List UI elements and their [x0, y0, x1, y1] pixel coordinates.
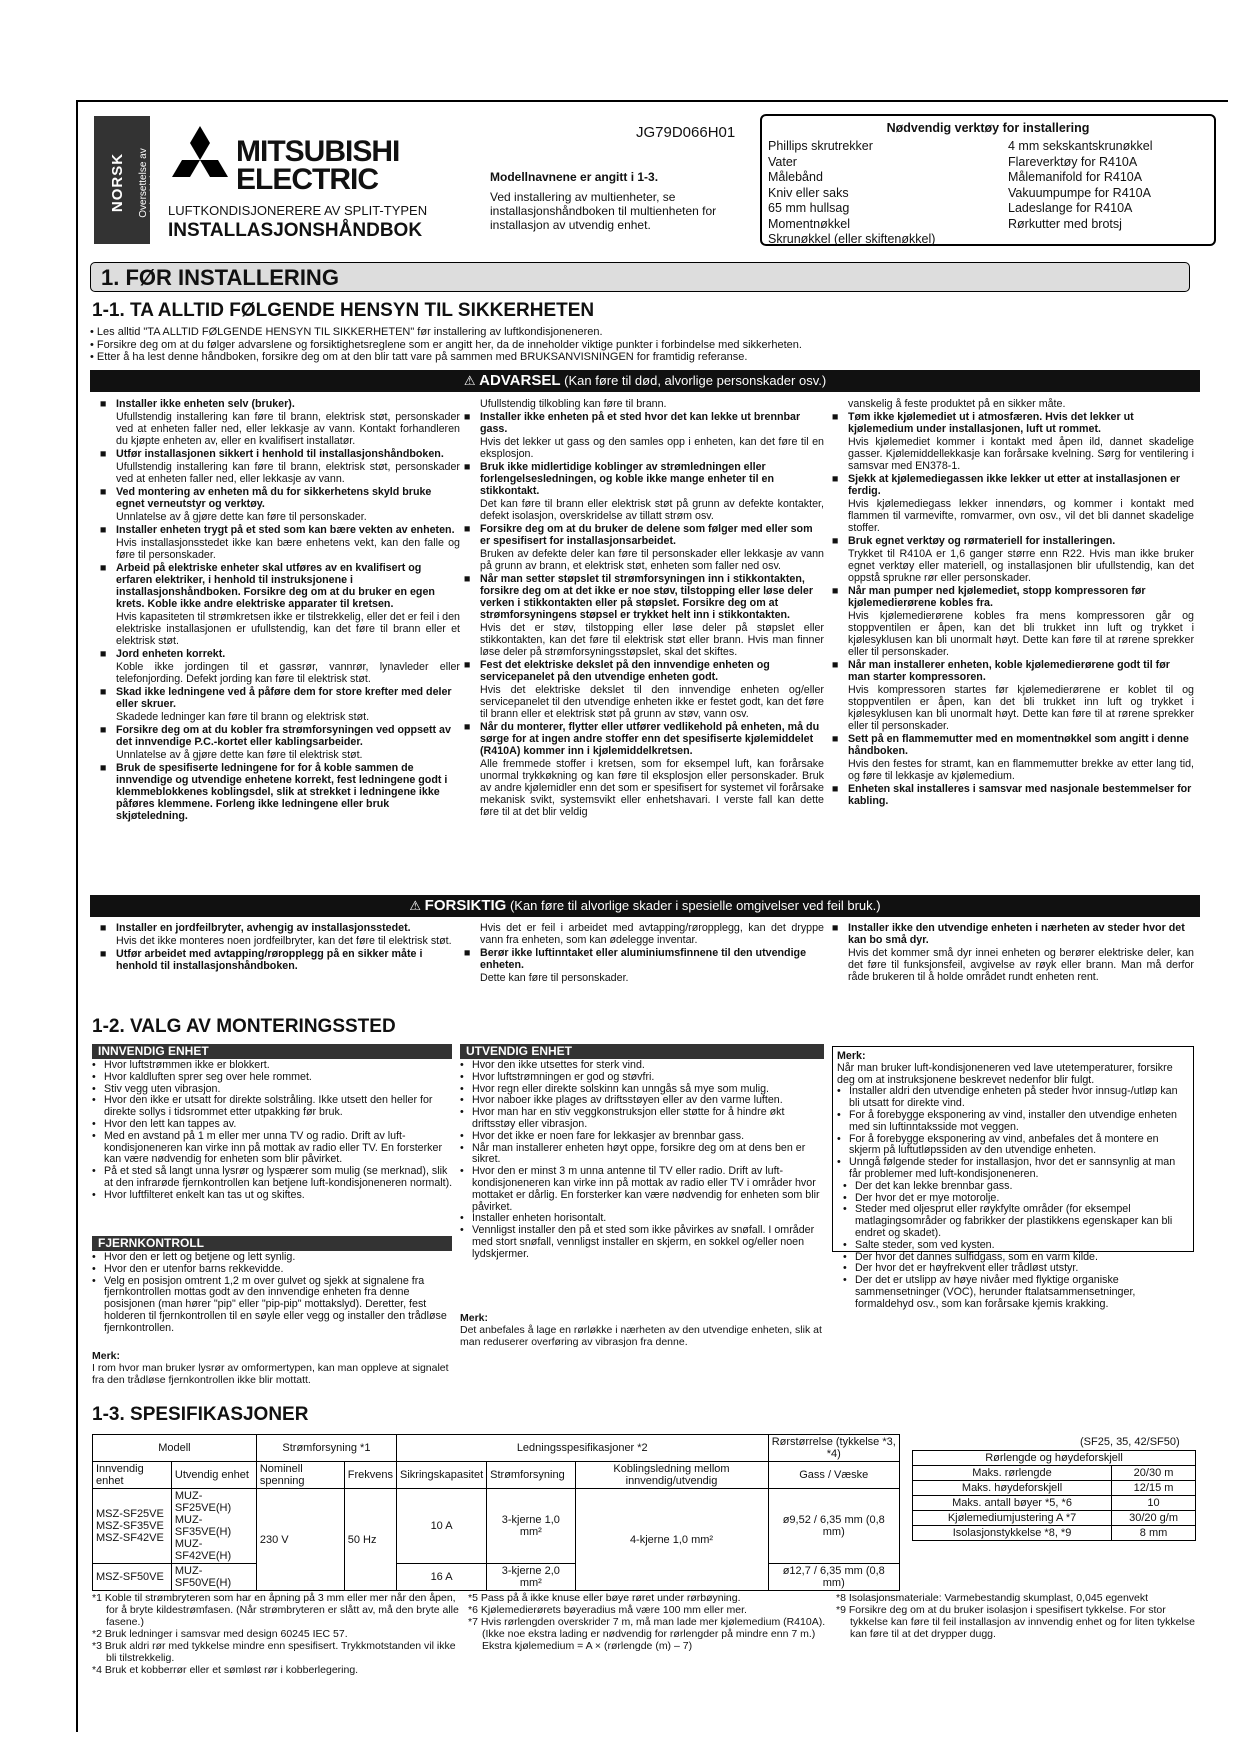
indoor-list: • Hvor luftstrømmen ikke er blokkert. • Hvor kaldluften sprer seg over hele rommet. • Stiv vegg uten vibrasjon. • Hvor den ikke er utsatt for direkte solstråling. Ikke utsett den heller for direkte sollys i tidsrommet etter utpakking før bruk. • Hvor den lett kan tappes av. • Med en avstand på 1 m eller mer unna TV og radio. Drift av luft-kondisjoneneren kan virke inn på mottak av radio eller TV. En forsterker kan være nødvendig for enheten som blir påvirket. • På et sted så langt unna lysrør og lyspærer som mulig (se merknad), slik at den infrarøde fjernkontrollen kan betjene luft-kondisjoneneren normalt). • Hvor luftfilteret enkelt kan tas ut og skiftes. — [92, 1060, 458, 1202]
outdoor-unit-heading: UTVENDIG ENHET — [460, 1044, 824, 1059]
caution-icon: ⚠ — [409, 898, 422, 913]
outdoor-note: Merk: Det anbefales å lage en rørløkke i nærheten av den utvendige enheten, slik at man reduserer overføring av vibrasjon fra denne. — [460, 1312, 822, 1348]
footnotes-1: *1 Koble til strømbryteren som har en åpning på 3 mm eller mer når den åpen, for å bryte kildestrømfasen. (Når strømbryteren er slått av, må den bryte alle fasene.) *2 Bruk ledninger i samsvar med design 60245 IEC 57. *3 Bruk aldri rør med tykkelse mindre enn spesifisert. Trykkmotstanden vil ikke bli tilstrekkelig. *4 Bruk et kobberrør eller et sømløst rør i kobberlegering. — [92, 1592, 459, 1676]
section-heading: 1. FØR INSTALLERING — [90, 262, 1190, 292]
heading-1-2: 1-2. VALG AV MONTERINGSSTED — [92, 1016, 396, 1037]
caution-col-3: ■ Installer ikke den utvendige enheten i nærheten av steder hvor det kan bo små dyr. Hvis det kommer små dyr innei enheten og berører elektriske deler, kan det føre til funksjonsfeil, avgivelse av røyk eller brann. Man må derfor råde brukeren til å holde området rundt enheten rent. — [832, 922, 1194, 984]
remote-heading: FJERNKONTROLL — [92, 1236, 452, 1251]
translation-note: Oversettelse av originaldokument — [138, 144, 160, 222]
pipe-length-table: Rørlengde og høydeforskjell Maks. rørlengde 20/30 m Maks. høydeforskjell 12/15 m Maks. antall bøyer *5, *6 10 Kjølemediumjustering A *7 30/20 g/m Isolasjonstykkelse *8, *9 8 mm — [912, 1450, 1196, 1541]
remote-note: Merk: I rom hvor man bruker lysrør av omformertypen, kan man oppleve at signalet fra den trådløse fjernkontrollen ikke blir mottatt. — [92, 1350, 449, 1386]
low-temp-note-box: Merk: Når man bruker luft-kondisjoneneren ved lave utetemperaturer, forsikre deg om at instruksjonene beskrevet nedenfor blir fulgt. • Installer aldri den utvendige enheten på steder hvor innsug-/utløp kan bli utsatt for direkte vind. • For å forebygge eksponering av vind, installer den utvendige enheten med sin luftinntaksside mot veggen. • For å forebygge eksponering av vind, anbefales det å montere en skjerm på luftutløpssiden av den utvendige enheten. • Unngå følgende steder for installasjon, hvor det er sannsynlig at man får problemer med luft-kondisjoneneren. • Der det kan lekke brennbar gass. • Der hvor det er mye motorolje. • Steder med oljesprut eller røykfylte områder (for eksempel matlagingsområder og fabrikker der plastikkens egenskaper kan bli endret og skadet). • Salte steder, som ved kysten. • Der hvor det dannes sulfidgass, som en varm kilde. • Der hvor det er høyfrekvent eller trådløst utstyr. • Der det er utslipp av høye nivåer med flyktige organiske sammensetninger (VOC), herunder ftalatsammensetninger, formaldehyd osv., som kan forårsake kjemis krakking. — [832, 1046, 1194, 1252]
warning-col-3: vanskelig å feste produktet på en sikker måte. ■ Tøm ikke kjølemediet ut i atmosfæren. Hvis det lekker ut kjølemedium under installasjonen, luft ut rommet. Hvis kjølemediet kommer i kontakt med åpen ild, dannet skadelige gasser. Kjølemiddellekkasje kan forårsake kvelning. Sørg for ventilering i samsvar med EN378-1. ■ Sjekk at kjølemediegassen ikke lekker ut etter at installasjonen er ferdig. Hvis kjølemediegass lekker innendørs, og kommer i kontakt med flammen til varmevifte, romvarmer, ovn osv., vil det bli dannet skadelige stoffer. ■ Bruk egnet verktøy og rørmateriell for installeringen. Trykket til R410A er 1,6 ganger større enn R22. Hvis man ikke bruker egnet verktøy eller materiell, og installasjonen blir ufullstendig, kan det oppstå sprukne rør eller personskader. ■ Når man pumper ned kjølemediet, stopp kompressoren før kjølemedierørene kobles fra. Hvis kjølemedierørene kobles fra mens kompressoren går og stoppventilen er åpen, kan det bli trukket inn luft og trykket i kjølesyklusen kan bli unormalt høyt. Dette kan føre til at rørene sprekker eller til personskader. ■ Når man installerer enheten, koble kjølemedierørene godt til før man starter kompressoren. Hvis kompressoren startes før kjølemedierørene er koblet til og stoppventilen er åpen, kan det bli trukket inn luft og trykket i kjølesyklusen kan bli unormalt høyt. Dette kan føre til at rørene sprekker eller til personskader. ■ Sett på en flammemutter med en momentnøkkel som angitt i denne håndboken. Hvis den festes for stramt, kan en flammemutter brekke av etter lang tid, og føre til lekkasje av kjølemedium. ■ Enheten skal installeres i samsvar med nasjonale bestemmelser for kabling. — [832, 398, 1194, 808]
tools-title: Nødvendig verktøy for installering — [886, 121, 1090, 135]
brand-name: MITSUBISHI ELECTRIC — [236, 135, 400, 196]
caution-col-2: Hvis det er feil i arbeidet med avtapping/røropplegg, kan det dryppe vann fra enheten, som kan ødelegge inventar. ■ Berør ikke luftinntaket eller aluminiumsfinnene til den utvendige enheten. Dette kan føre til personskader. — [464, 922, 824, 985]
pipe-table-label: (SF25, 35, 42/SF50) — [1080, 1436, 1180, 1448]
indoor-unit-heading: INNVENDIG ENHET — [92, 1044, 452, 1059]
model-note: Modellnavnene er angitt i 1-3. Ved installering av multienheter, se installasjonshåndboken til multienheten for installasjon av utvendig enhet. — [490, 170, 717, 232]
heading-1-1: 1-1. TA ALLTID FØLGENDE HENSYN TIL SIKKERHETEN — [92, 300, 595, 321]
manual-title: INSTALLASJONSHÅNDBOK — [168, 220, 423, 241]
warning-col-2: Ufullstendig tilkobling kan føre til brann. ■ Installer ikke enheten på et sted hvor det kan lekke ut brennbar gass. Hvis det lekker ut gass og den samles opp i enheten, kan det føre til en eksplosjon. ■ Bruk ikke midlertidige koblinger av strømledningen eller forlengelsesledningen, og koble ikke mange enheter til en stikkontakt. Det kan føre til brann eller elektrisk støt på grunn av defekte kontakter, defekt isolasjon, overskridelse av tillatt strøm osv. ■ Forsikre deg om at du bruker de delene som følger med eller som er spesifisert for installasjonsarbeidet. Bruken av defekte deler kan føre til personskader eller lekkasje av vann på grunn av brann, et elektrisk støt, enheten som faller ned osv. ■ Når man setter støpslet til strømforsyningen inn i stikkontakten, forsikre deg om at det ikke er noe støv, tilstopping eller løse deler verken i stikkontakten eller på støpslet. Forsikre deg om at strømforsyningens støpsel er trykket helt inn i stikkontakten. Hvis det er støv, tilstopping eller løse deler på støpslet eller stikkontakten, kan det føre til elektrisk støt eller brann. Hvis man finner løse deler på strømforsyningsstøpslet, skal det skiftes. ■ Fest det elektriske dekslet på den innvendige enheten og servicepanelet på den utvendige enheten godt. Hvis det elektriske dekslet til den innvendige enheten og/eller servicepanelet til den utvendige enheten ikke er festet godt, kan det føre til brann eller et elektrisk støt på grunn av støv, vann osv. ■ Når du monterer, flytter eller utfører vedlikehold på enheten, må du sørge for at ingen andre stoffer enn det spesifiserte kjølemiddelet (R410A) kommer inn i kjølemiddelkretsen. Alle fremmede stoffer i kretsen, som for eksempel luft, kan forårsake unormal trykkøkning og kan føre til eksplosjon eller personskader. Bruk av andre kjølemidler enn det som er spesifisert for systemet vil forårsake mekanisk svikt, systemsvikt eller enhetshavari. I verste fall kan dette føre til at det blir veldig — [464, 398, 824, 819]
footnotes-3: *8 Isolasjonsmateriale: Varmebestandig skumplast, 0,045 egenvekt *9 Forsikre deg om at du bruker isolasjon i spesifisert tykkelse. For stor tykkelse kan føre til feil installasjon av innvendig enhet og for liten tykkelse kan føre til at det drypper dugg. — [836, 1592, 1195, 1640]
manual-subtitle: LUFTKONDISJONERERE AV SPLIT-TYPEN — [168, 203, 428, 218]
spec-table: Modell Strømforsyning *1 Ledningsspesifikasjoner *2 Rørstørrelse (tykkelse *3, *4) Innvendig enhet Utvendig enhet Nominell spenning Frekvens Sikringskapasitet Strømforsyning Koblingsledning mellom innvendig/utvendig Gass / Væske MSZ-SF25VE MSZ-SF35VE MSZ-SF42VE MUZ-SF25VE(H) MUZ-SF35VE(H) MUZ-SF42VE(H) 230 V 50 Hz 10 A 3-kjerne 1,0 mm² 4-kjerne 1,0 mm² ø9,52 / 6,35 mm (0,8 mm) MSZ-SF50VE MUZ-SF50VE(H) 16 A 3-kjerne 2,0 mm² ø12,7 / 6,35 mm (0,8 mm) — [92, 1434, 900, 1591]
language-label: NORSK — [109, 152, 127, 213]
warning-bar: ⚠ ADVARSEL (Kan føre til død, alvorlige personskader osv.) — [90, 370, 1200, 392]
mitsubishi-logo-icon — [168, 124, 232, 188]
tools-left: Phillips skrutrekker Vater Målebånd Kniv eller saks 65 mm hullsag Momentnøkkel Skrunøkkel (eller skiftenøkkel) — [768, 139, 936, 246]
document-code: JG79D066H01 — [636, 124, 736, 141]
footnotes-2: *5 Pass på å ikke knuse eller bøye røret under rørbøyning. *6 Kjølemedierørets bøyeradius må være 100 mm eller mer. *7 Hvis rørlengden overskrider 7 m, må man lade mer kjølemedium (R410A). (Ikke noe ekstra lading er nødvendig for rørlengder på mindre enn 7 m.) Ekstra kjølemedium = A × (rørlengde (m) – 7) — [468, 1592, 826, 1652]
remote-list: • Hvor den er lett og betjene og lett synlig. • Hvor den er utenfor barns rekkevidde. • Velg en posisjon omtrent 1,2 m over gulvet og sjekk at signalene fra fjernkontrollen mottas godt av den innvendige enheten fra denne posisjonen (man hører "pip" eller "pip-pip" mottakslyd). Deretter, fest holderen til fjernkontrollen til en søyle eller vegg og installer den trådløse fjernkontrollen. — [92, 1252, 458, 1335]
caution-col-1: ■ Installer en jordfeilbryter, avhengig av installasjonsstedet. Hvis det ikke monteres noen jordfeilbryter, kan det føre til elektrisk støt. ■ Utfør arbeidet med avtapping/røropplegg på en sikker måte i henhold til installasjonshåndboken. — [100, 922, 460, 973]
tools-box — [760, 114, 1216, 246]
tools-right: 4 mm sekskantskrunøkkel Flareverktøy for R410A Målemanifold for R410A Vakuumpumpe for R410A Ladeslange for R410A Rørkutter med brotsj — [1008, 139, 1153, 231]
warning-col-1: ■ Installer ikke enheten selv (bruker). Ufullstendig installering kan føre til brann, elektrisk støt, personskader ved at enheten faller ned, eller lekkasje av vann. Kontakt forhandleren du kjøpte enheten av, eller en kvalifisert installatør. ■ Utfør installasjonen sikkert i henhold til installasjonshåndboken. Ufullstendig installering kan føre til brann, elektrisk støt, personskader ved at enheten faller ned, eller lekkasje av vann. ■ Ved montering av enheten må du for sikkerhetens skyld bruke egnet verneutstyr og verktøy. Unnlatelse av å gjøre dette kan føre til personskader. ■ Installer enheten trygt på et sted som kan bære vekten av enheten. Hvis installasjonsstedet ikke kan bære enhetens vekt, kan den falle og føre til personskader. ■ Arbeid på elektriske enheter skal utføres av en kvalifisert og erfaren elektriker, i henhold til instruksjonene i installasjonshåndboken. Forsikre deg om at du bruker en egen krets. Koble ikke andre elektriske apparater til kretsen. Hvis kapasiteten til strømkretsen ikke er tilstrekkelig, eller det er feil i den elektriske installasjonen er ufullstendig, kan det føre til brann eller et elektrisk støt. ■ Jord enheten korrekt. Koble ikke jordingen til et gassrør, vannrør, lynavleder eller telefonjording. Defekt jording kan føre til elektrisk støt. ■ Skad ikke ledningene ved å påføre dem for store krefter med deler eller skruer. Skadede ledninger kan føre til brann og elektrisk støt. ■ Forsikre deg om at du kobler fra strømforsyningen ved oppsett av det innvendige P.C.-kortet eller kablingsarbeider. Unnlatelse av å gjøre dette kan føre til elektrisk støt. ■ Bruk de spesifiserte ledningene for for å koble sammen de innvendige og utvendige enhetene korrekt, fest ledningene godt i klemmeblokkenes koblingsdel, slik at strekket i ledningene ikke påføres klemmene. Forleng ikke ledningene eller bruk skjøteledning. — [100, 398, 460, 823]
heading-1-3: 1-3. SPESIFIKASJONER — [92, 1404, 309, 1425]
intro-list: • Les alltid "TA ALLTID FØLGENDE HENSYN TIL SIKKERHETEN" før installering av luftkondisjoneneren. • Forsikre deg om at du følger advarslene og forsiktighetsreglene som er angitt her, da de inneholder viktige punkter i forbindelse med sikkerheten. • Etter å ha lest denne håndboken, forsikre deg om at den blir tatt vare på sammen med BRUKSANVISNINGEN for framtidig referanse. — [90, 326, 1200, 364]
warning-icon: ⚠ — [463, 373, 476, 388]
caution-bar: ⚠ FORSIKTIG (Kan føre til alvorlige skader i spesielle omgivelser ved feil bruk.) — [90, 895, 1200, 917]
outdoor-list: • Hvor den ikke utsettes for sterk vind. • Hvor luftstrømningen er god og støvfri. • Hvor regn eller direkte solskinn kan unngås så mye som mulig. • Hvor naboer ikke plages av driftsstøyen eller av den varme luften. • Hvor man har en stiv veggkonstruksjon eller støtte for å hindre økt driftsstøy eller vibrasjon. • Hvor det ikke er noen fare for lekkasjer av brennbar gass. • Når man installerer enheten høyt oppe, forsikre deg om at dens ben er sikret. • Hvor den er minst 3 m unna antenne til TV eller radio. Drift av luft-kondisjoneneren kan virke inn på mottak av radio eller TV i områder hvor mottaket er dårlig. En forsterker kan være nødvendig for enheten som blir påvirket. • Installer enheten horisontalt. • Vennligst installer den på et sted som ikke påvirkes av snøfall. I områder med stort snøfall, vennligst installer en skjerm, en sokkel og/eller noen lydskjermer. — [460, 1060, 826, 1261]
language-tab — [94, 116, 160, 244]
